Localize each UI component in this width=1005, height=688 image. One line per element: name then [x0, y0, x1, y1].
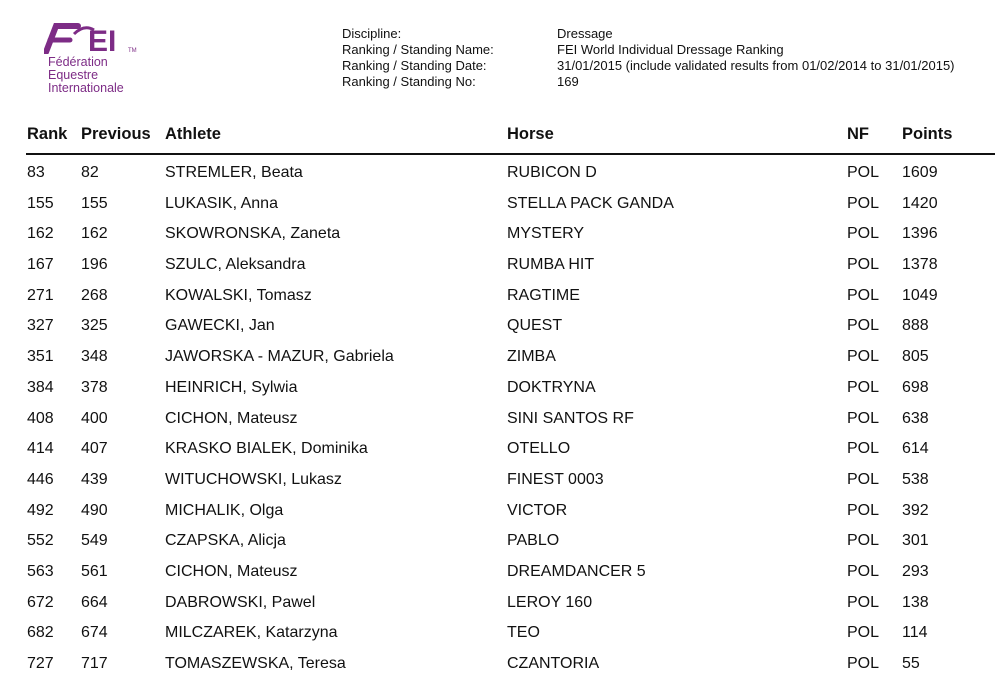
header-points: Points — [902, 125, 953, 143]
cell-horse: DOKTRYNA — [507, 378, 596, 396]
cell-horse: FINEST 0003 — [507, 470, 604, 488]
cell-rank: 552 — [27, 532, 54, 550]
table-row — [0, 194, 1005, 225]
cell-athlete: LUKASIK, Anna — [165, 194, 278, 212]
cell-rank: 155 — [27, 194, 54, 212]
meta-value: 169 — [557, 74, 579, 89]
meta-value: 31/01/2015 (include validated results from 01/02/2014 to 31/01/2015) — [557, 58, 955, 73]
cell-nf: POL — [847, 409, 880, 427]
cell-rank: 351 — [27, 348, 54, 366]
ranking-metadata — [342, 26, 955, 90]
cell-previous: 196 — [81, 256, 108, 274]
cell-nf: POL — [847, 532, 880, 550]
cell-previous: 549 — [81, 532, 108, 550]
table-row — [0, 439, 1005, 470]
cell-points: 805 — [902, 348, 929, 366]
cell-points: 301 — [902, 532, 929, 550]
cell-points: 1049 — [902, 286, 938, 304]
cell-previous: 268 — [81, 286, 108, 304]
cell-previous: 561 — [81, 562, 108, 580]
logo-line-1: Fédération — [48, 55, 108, 69]
header-athlete: Athlete — [165, 125, 221, 143]
cell-nf: POL — [847, 256, 880, 274]
header-divider — [26, 153, 995, 155]
cell-previous: 348 — [81, 348, 108, 366]
cell-rank: 446 — [27, 470, 54, 488]
meta-standing-name — [342, 42, 955, 58]
header-previous: Previous — [81, 125, 151, 143]
cell-nf: POL — [847, 225, 880, 243]
cell-athlete: JAWORSKA - MAZUR, Gabriela — [165, 348, 394, 366]
cell-previous: 439 — [81, 470, 108, 488]
cell-athlete: MILCZAREK, Katarzyna — [165, 624, 338, 642]
cell-nf: POL — [847, 348, 880, 366]
meta-label: Ranking / Standing No: — [342, 74, 476, 89]
cell-horse: PABLO — [507, 532, 560, 550]
table-row — [0, 501, 1005, 532]
table-row — [0, 163, 1005, 194]
table-row — [0, 623, 1005, 654]
table-row — [0, 409, 1005, 440]
cell-previous: 400 — [81, 409, 108, 427]
table-row — [0, 286, 1005, 317]
cell-nf: POL — [847, 378, 880, 396]
cell-athlete: CICHON, Mateusz — [165, 409, 298, 427]
table-row — [0, 470, 1005, 501]
meta-standing-date — [342, 58, 955, 74]
cell-rank: 327 — [27, 317, 54, 335]
fei-logo — [44, 22, 174, 100]
cell-previous: 674 — [81, 624, 108, 642]
cell-rank: 492 — [27, 501, 54, 519]
cell-points: 638 — [902, 409, 929, 427]
ranking-table-body — [0, 163, 1005, 685]
svg-text:EI: EI — [88, 25, 117, 54]
meta-value: FEI World Individual Dressage Ranking — [557, 42, 784, 57]
cell-rank: 672 — [27, 593, 54, 611]
cell-horse: MYSTERY — [507, 225, 585, 243]
table-row — [0, 531, 1005, 562]
cell-athlete: WITUCHOWSKI, Lukasz — [165, 470, 342, 488]
cell-horse: ZIMBA — [507, 348, 556, 366]
cell-points: 114 — [902, 624, 928, 642]
cell-previous: 325 — [81, 317, 108, 335]
table-row — [0, 224, 1005, 255]
cell-points: 1378 — [902, 256, 938, 274]
table-row — [0, 255, 1005, 286]
logo-line-3: Internationale — [48, 81, 124, 95]
meta-discipline — [342, 26, 955, 42]
cell-nf: POL — [847, 624, 880, 642]
header-horse: Horse — [507, 125, 554, 143]
table-row — [0, 654, 1005, 685]
cell-points: 614 — [902, 440, 929, 458]
cell-previous: 82 — [81, 164, 99, 181]
cell-horse: RUMBA HIT — [507, 256, 595, 274]
cell-points: 1420 — [902, 194, 938, 212]
cell-nf: POL — [847, 286, 880, 304]
cell-horse: LEROY 160 — [507, 593, 593, 611]
cell-rank: 167 — [27, 256, 54, 274]
meta-label: Ranking / Standing Date: — [342, 58, 487, 73]
cell-horse: OTELLO — [507, 440, 571, 458]
cell-horse: RAGTIME — [507, 286, 580, 304]
cell-previous: 162 — [81, 225, 108, 243]
fei-logo-mark — [44, 22, 144, 54]
cell-previous: 407 — [81, 440, 108, 458]
cell-points: 538 — [902, 470, 929, 488]
header-nf: NF — [847, 125, 869, 143]
cell-nf: POL — [847, 440, 880, 458]
cell-points: 1609 — [902, 164, 938, 181]
cell-nf: POL — [847, 470, 880, 488]
cell-rank: 408 — [27, 409, 54, 427]
cell-rank: 271 — [27, 286, 54, 304]
cell-rank: 162 — [27, 225, 54, 243]
cell-nf: POL — [847, 655, 880, 672]
cell-rank: 682 — [27, 624, 54, 642]
svg-text:TM: TM — [128, 48, 137, 54]
cell-horse: QUEST — [507, 317, 563, 335]
cell-points: 1396 — [902, 225, 938, 243]
cell-nf: POL — [847, 593, 880, 611]
cell-horse: DREAMDANCER 5 — [507, 562, 646, 580]
cell-athlete: KOWALSKI, Tomasz — [165, 286, 312, 304]
cell-points: 138 — [902, 593, 929, 611]
cell-previous: 664 — [81, 593, 108, 611]
table-row — [0, 562, 1005, 593]
cell-rank: 384 — [27, 378, 54, 396]
table-row — [0, 378, 1005, 409]
cell-rank: 563 — [27, 562, 54, 580]
cell-athlete: SZULC, Aleksandra — [165, 256, 306, 274]
cell-points: 55 — [902, 655, 920, 672]
cell-previous: 378 — [81, 378, 108, 396]
table-row — [0, 347, 1005, 378]
meta-standing-no — [342, 74, 955, 90]
fei-logo-text — [48, 56, 124, 95]
logo-line-2: Equestre — [48, 68, 99, 82]
cell-points: 698 — [902, 378, 929, 396]
table-row — [0, 316, 1005, 347]
cell-horse: TEO — [507, 624, 540, 642]
cell-horse: VICTOR — [507, 501, 568, 519]
cell-athlete: TOMASZEWSKA, Teresa — [165, 655, 346, 672]
cell-rank: 414 — [27, 440, 54, 458]
meta-label: Discipline: — [342, 26, 402, 41]
table-row — [0, 593, 1005, 624]
cell-athlete: MICHALIK, Olga — [165, 501, 284, 519]
cell-nf: POL — [847, 164, 880, 181]
cell-rank: 727 — [27, 655, 54, 672]
header-rank: Rank — [27, 125, 68, 143]
cell-previous: 717 — [81, 655, 108, 672]
cell-athlete: GAWECKI, Jan — [165, 317, 275, 335]
cell-previous: 155 — [81, 194, 108, 212]
cell-rank: 83 — [27, 164, 45, 181]
table-header — [0, 125, 1005, 147]
cell-athlete: HEINRICH, Sylwia — [165, 378, 298, 396]
cell-points: 888 — [902, 317, 929, 335]
meta-value: Dressage — [557, 26, 613, 41]
cell-points: 392 — [902, 501, 929, 519]
cell-athlete: SKOWRONSKA, Zaneta — [165, 225, 341, 243]
cell-nf: POL — [847, 194, 880, 212]
cell-athlete: CZAPSKA, Alicja — [165, 532, 286, 550]
cell-horse: SINI SANTOS RF — [507, 409, 634, 427]
cell-nf: POL — [847, 317, 880, 335]
cell-athlete: CICHON, Mateusz — [165, 562, 298, 580]
cell-nf: POL — [847, 501, 880, 519]
cell-previous: 490 — [81, 501, 108, 519]
cell-points: 293 — [902, 562, 929, 580]
cell-athlete: KRASKO BIALEK, Dominika — [165, 440, 368, 458]
meta-label: Ranking / Standing Name: — [342, 42, 494, 57]
cell-horse: STELLA PACK GANDA — [507, 194, 674, 212]
cell-athlete: STREMLER, Beata — [165, 164, 303, 181]
cell-horse: CZANTORIA — [507, 655, 600, 672]
cell-nf: POL — [847, 562, 880, 580]
cell-horse: RUBICON D — [507, 164, 597, 181]
cell-athlete: DABROWSKI, Pawel — [165, 593, 316, 611]
